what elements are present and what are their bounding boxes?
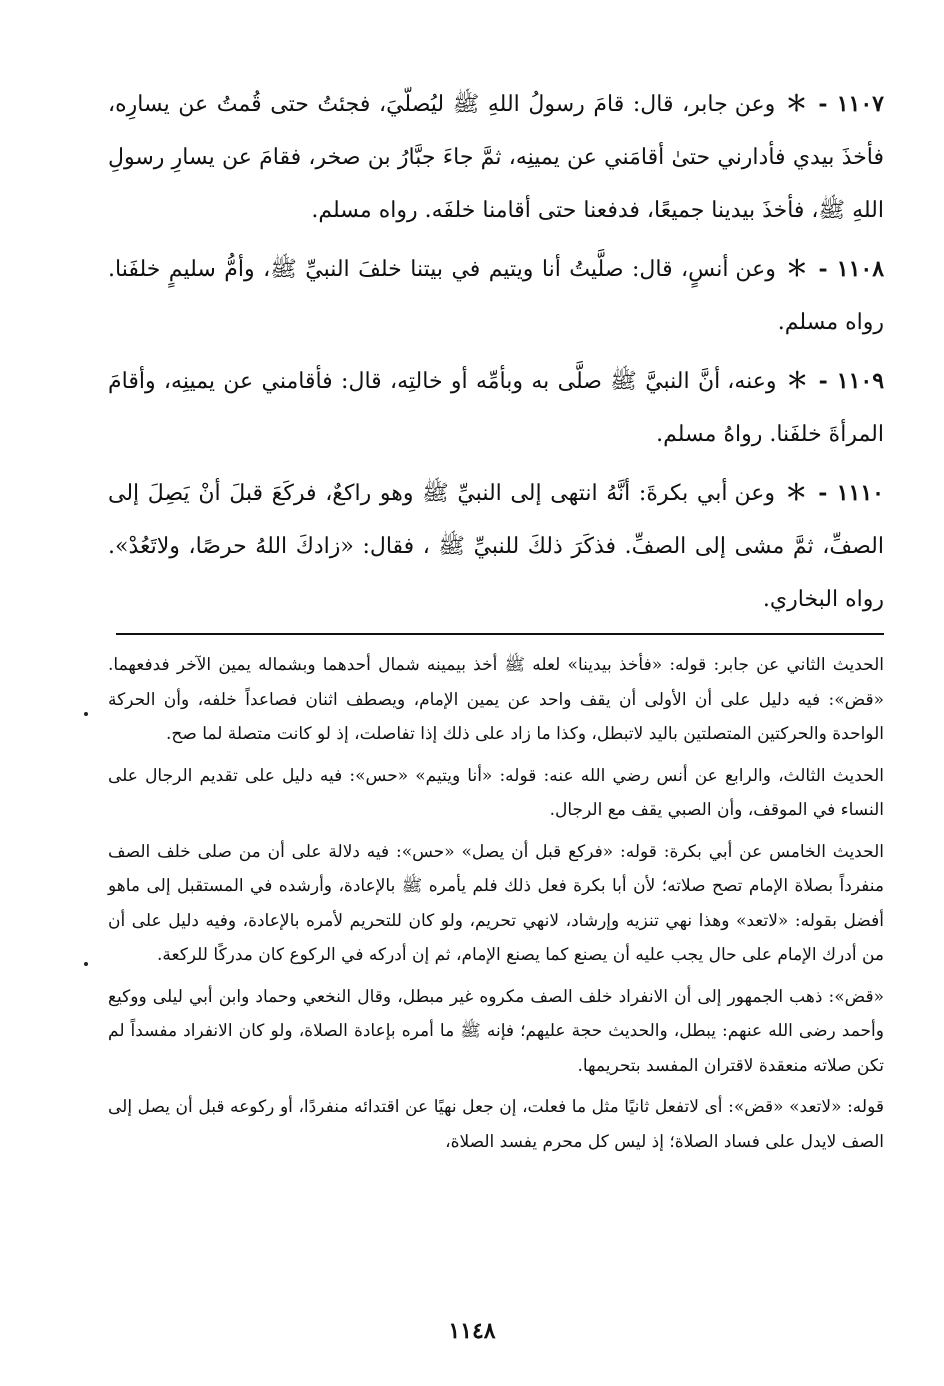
hadith-body: وعن أنسٍ، قال: صلَّيتُ أنا ويتيم في بيتنا خلفَ النبيِّ ﷺ، وأمُّ سليمٍ خلفَنا. رواه مسلم. [108, 257, 884, 335]
hadith-number: ١١٠٨ - ＊ [784, 256, 885, 282]
hadith-number: ١١١٠ - ＊ [783, 480, 884, 506]
commentary-paragraph: الحديث الخامس عن أبي بكرة: قوله: «فركع قبل أن يصل» «حس»: فيه دلالة على أن من صلى خلف الصف منفرداً بصلاة الإمام تصح صلاته؛ لأن أبا بكرة فعل ذلك فلم يأمره ﷺ بالإعادة، وأرشده في المستقبل إلى ماهو أفضل بقوله: «لاتعد» وهذا نهي تنزيه وإرشاد، لانهي تحريم، ولو كان للتحريم لأمره بالإعادة، وفيه دليل على أن من أدرك الإمام على حال يجب عليه أن يصنع كما يصنع الإمام، ثم إن أدركه في الركوع كان مدركًا للركعة. [108, 841, 884, 965]
commentary-paragraph: «قض»: ذهب الجمهور إلى أن الانفراد خلف الصف مكروه غير مبطل، وقال النخعي وحماد وابن أبي ليلى ووكيع وأحمد رضى الله عنهم: يبطل، والحديث حجة عليهم؛ فإنه ﷺ ما أمره بإعادة الصلاة، ولو كان الانفراد مفسداً لم تكن صلاته منعقدة لاقتران المفسد بتحريمها. [108, 986, 884, 1076]
commentary-paragraph: قوله: «لاتعد» «قض»: أى لاتفعل ثانيًا مثل ما فعلت، إن جعل نهيًا عن اقتدائه منفردًا، أو ركوعه قبل أن يصل إلى الصف لايدل على فساد الصلاة؛ إذ ليس كل محرم يفسد الصلاة، [108, 1097, 884, 1152]
commentary-paragraph: الحديث الثالث، والرابع عن أنس رضي الله عنه: قوله: «أنا ويتيم» «حس»: فيه دليل على تقديم الرجال على النساء في الموقف، وأن الصبي يقف مع الرجال. [108, 765, 884, 820]
hadith-1108 [108, 243, 884, 349]
commentary-block [108, 648, 884, 1166]
margin-dot [84, 712, 88, 716]
hadith-1109 [108, 355, 884, 461]
hadith-body: وعن أبي بكرةَ: أنَّهُ انتهى إلى النبيِّ ﷺ وهو راكعٌ، فركَعَ قبلَ أنْ يَصِلَ إلى الصفِّ، ثمَّ مشى إلى الصفِّ. فذكَرَ ذلكَ للنبيِّ ﷺ ، فقال: «زادكَ اللهُ حرصًا، ولاتَعُدْ». رواه البخاري. [108, 481, 884, 612]
hadith-body: وعنه، أنَّ النبيَّ ﷺ صلَّى به وبأمِّه أو خالتِه، قال: فأقامني عن يمينِه، وأقامَ المرأةَ خلفَنا. رواهُ مسلم. [108, 369, 884, 447]
hadith-number: ١١٠٩ - ＊ [784, 368, 885, 394]
hadith-1107 [108, 78, 884, 237]
margin-dot [84, 962, 88, 966]
hadith-number: ١١٠٧ - ＊ [783, 91, 884, 117]
footnote-divider [116, 633, 884, 635]
hadith-1110 [108, 467, 884, 626]
commentary-paragraph: الحديث الثاني عن جابر: قوله: «فأخذ بيدينا» لعله ﷺ أخذ بيمينه شمال أحدهما وبشماله يمين الآخر فدفعهما. «قض»: فيه دليل على أن الأولى أن يقف واحد عن يمين الإمام، ويصطف اثنان فصاعداً خلفه، وأن الحركة الواحدة والحركتين المتصلتين باليد لاتبطل، وكذا ما زاد على ذلك إذا تفاصلت، إذ لو كانت متصلة لما صح. [108, 655, 884, 744]
hadith-text-block [108, 78, 884, 632]
page-number: ١١٤٨ [448, 1318, 496, 1344]
hadith-body: وعن جابر، قال: قامَ رسولُ اللهِ ﷺ ليُصلّيَ، فجئتُ حتى قُمتُ عن يسارِه، فأخذَ بيدي فأدارني حتىٰ أقامَني عن يمينِه، ثمَّ جاءَ جبَّارُ بن صخر، فقامَ عن يسارِ رسولِ اللهِ ﷺ، فأخذَ بيدينا جميعًا، فدفعنا حتى أقامنا خلفَه. رواه مسلم. [108, 92, 884, 223]
